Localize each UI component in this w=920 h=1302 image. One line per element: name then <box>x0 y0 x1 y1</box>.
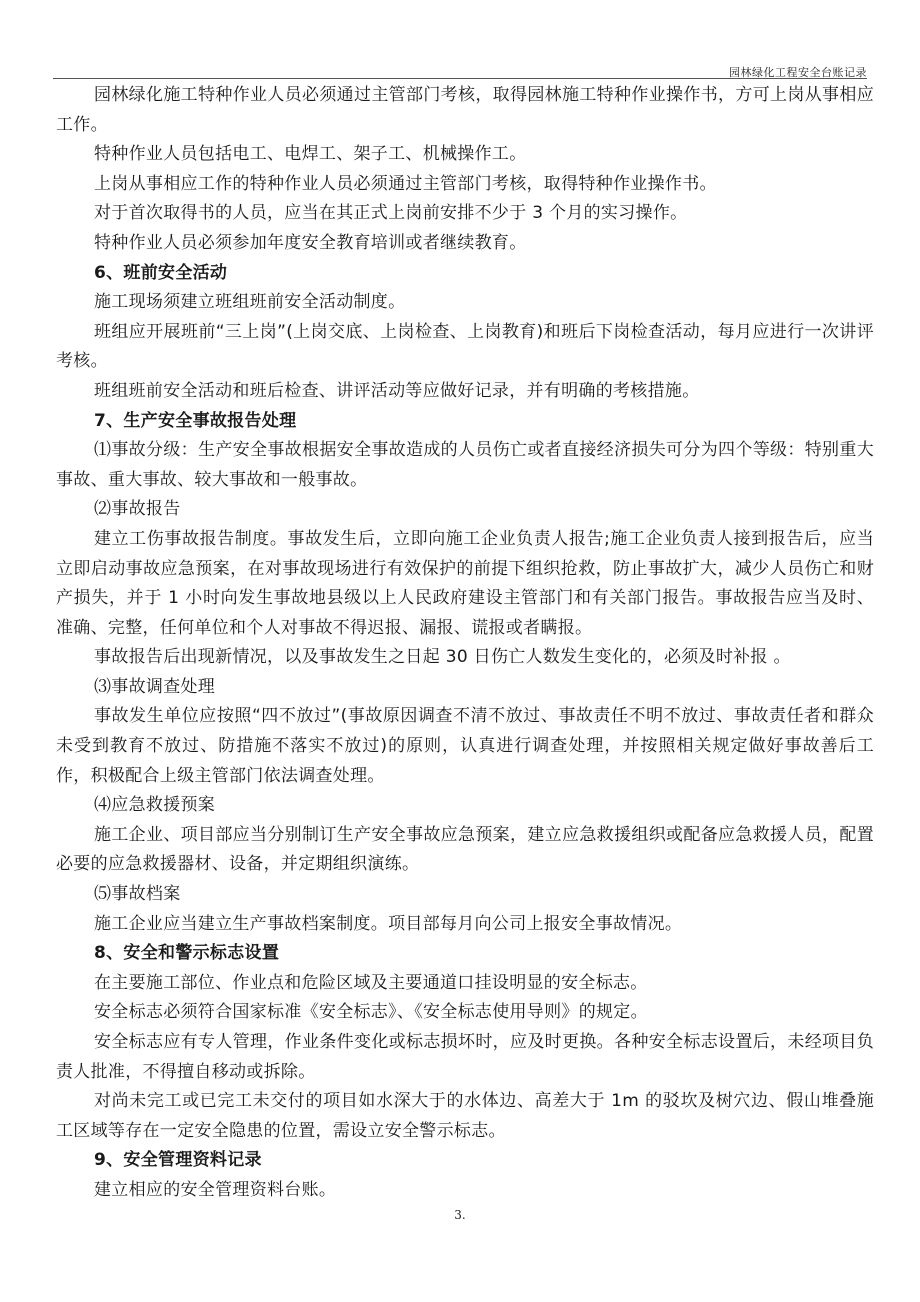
paragraph: 特种作业人员包括电工、电焊工、架子工、机械操作工。 <box>94 144 527 165</box>
page-header <box>53 0 867 79</box>
header-title: 园林绿化工程安全台账记录 <box>729 66 867 79</box>
paragraph: 安全标志应有专人管理，作业条件变化或标志损坏时，应及时更换。各种安全标志设置后，未经项目负责人批准，不得擅自移动或拆除。 <box>56 1032 874 1082</box>
subheading: ⑸事故档案 <box>94 884 181 905</box>
section-heading: 6、班前安全活动 <box>94 262 228 283</box>
paragraph: 对于首次取得书的人员，应当在其正式上岗前安排不少于 3 个月的实习操作。 <box>94 203 688 224</box>
paragraph: 事故发生单位应按照“四不放过”(事故原因调查不清不放过、事故责任不明不放过、事故责任者和群众未受到教育不放过、防措施不落实不放过)的原则，认真进行调查处理，并按照相关规定做好事故善后工作，积极配合上级主管部门依法调查处理。 <box>56 706 874 786</box>
paragraph: 在主要施工部位、作业点和危险区域及主要通道口挂设明显的安全标志。 <box>94 972 648 993</box>
section-heading: 7、生产安全事故报告处理 <box>94 410 297 431</box>
subheading: ⑵事故报告 <box>94 499 181 520</box>
paragraph: 对尚未完工或已完工未交付的项目如水深大于的水体边、高差大于 1m 的驳坎及树穴边、假山堆叠施工区域等存在一定安全隐患的位置，需设立安全警示标志。 <box>56 1091 874 1141</box>
paragraph: 安全标志必须符合国家标准《安全标志》、《安全标志使用导则》的规定。 <box>94 1002 648 1023</box>
paragraph: 班组应开展班前“三上岗”(上岗交底、上岗检查、上岗教育)和班后下岗检查活动，每月应进行一次讲评考核。 <box>56 321 874 372</box>
paragraph: 建立相应的安全管理资料台账。 <box>94 1179 337 1200</box>
paragraph: 建立工伤事故报告制度。事故发生后，立即向施工企业负责人报告;施工企业负责人接到报告后，应当立即启动事故应急预案，在对事故现场进行有效保护的前提下组织抢救，防止事故扩大，减少人员伤亡和财产损失，并于 1 小时向发生事故地县级以上人民政府建设主管部门和有关部门报告。事故报告应当及时、准确、完整，任何单位和个人对事故不得迟报、漏报、谎报或者瞒报。 <box>56 528 874 638</box>
paragraph: 园林绿化施工特种作业人员必须通过主管部门考核，取得园林施工特种作业操作书，方可上岗从事相应工作。 <box>56 85 874 135</box>
page-number: 3. <box>454 1208 466 1222</box>
section-heading: 9、安全管理资料记录 <box>94 1150 262 1171</box>
subheading: ⑷应急救援预案 <box>94 795 216 816</box>
paragraph: 施工企业、项目部应当分别制订生产安全事故应急预案，建立应急救援组织或配备应急救援人员，配置必要的应急救援器材、设备，并定期组织演练。 <box>56 824 874 875</box>
paragraph: 上岗从事相应工作的特种作业人员必须通过主管部门考核，取得特种作业操作书。 <box>94 173 717 194</box>
section-heading: 8、安全和警示标志设置 <box>94 943 280 964</box>
subheading: ⑶事故调查处理 <box>94 676 216 697</box>
paragraph: 施工企业应当建立生产事故档案制度。项目部每月向公司上报安全事故情况。 <box>94 913 683 934</box>
paragraph: ⑴事故分级：生产安全事故根据安全事故造成的人员伤亡或者直接经济损失可分为四个等级：特别重大事故、重大事故、较大事故和一般事故。 <box>56 440 874 490</box>
paragraph: 施工现场须建立班组班前安全活动制度。 <box>94 292 406 313</box>
paragraph: 特种作业人员必须参加年度安全教育培训或者继续教育。 <box>94 232 527 253</box>
paragraph: 班组班前安全活动和班后检查、讲评活动等应做好记录，并有明确的考核措施。 <box>94 380 700 401</box>
document-body <box>56 81 874 1206</box>
paragraph: 事故报告后出现新情况，以及事故发生之日起 30 日伤亡人数发生变化的，必须及时补报 。 <box>94 647 791 668</box>
